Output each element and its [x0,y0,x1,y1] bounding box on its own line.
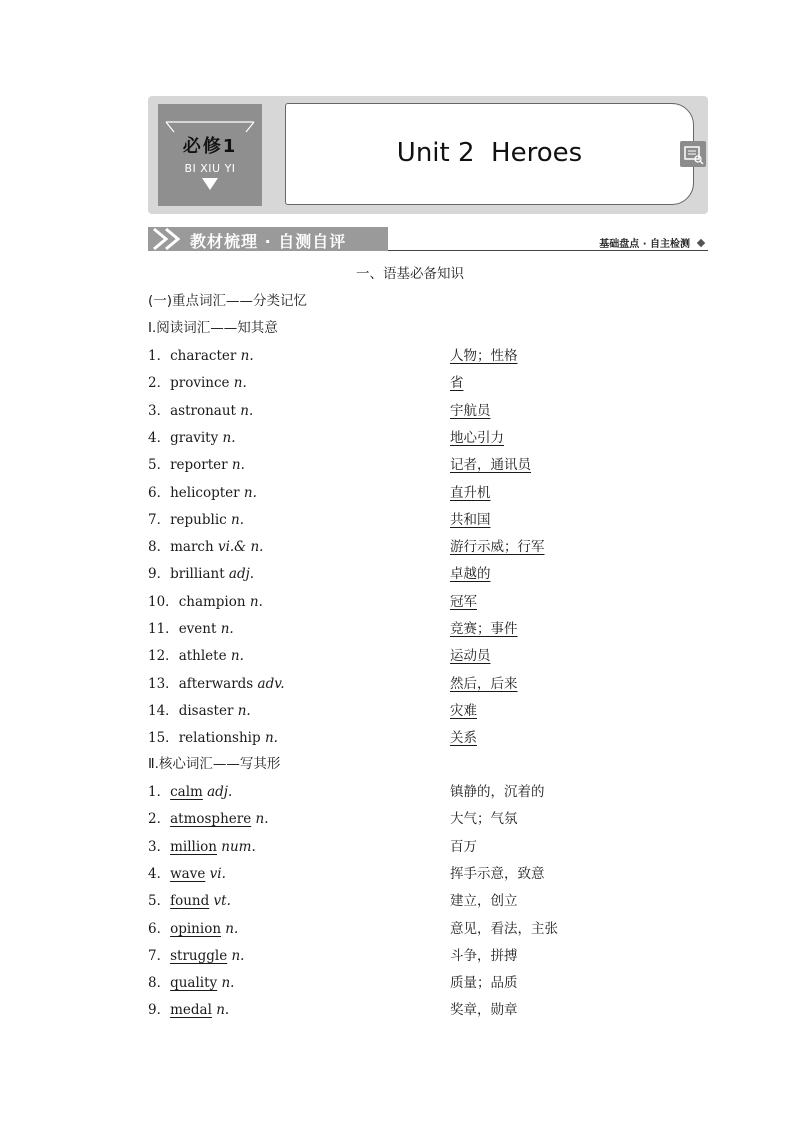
entry-word: gravity [170,429,219,446]
diamond-icon [697,239,705,247]
entry-word: relationship [178,730,261,747]
entry-number: 15． [148,730,179,747]
vocab-entry [148,538,263,556]
entry-meaning: 地心引力 [450,429,504,446]
entry-number: 8． [148,539,171,556]
entry-number: 8． [148,975,171,992]
vocab-entry [148,783,232,801]
vocab-entry [148,593,263,611]
entry-word: province [170,375,230,392]
required-course-badge [158,104,262,206]
entry-pos: n. [227,947,245,964]
entry-number: 9． [148,1002,171,1019]
entry-pos: n. [229,375,247,392]
entry-pos: n. [245,593,263,610]
entry-number: 5． [148,457,171,474]
entry-meaning: 镇静的，沉着的 [450,784,545,800]
entry-number: 13． [148,675,179,692]
entry-number: 14． [148,702,179,719]
entry-word: astronaut [170,402,236,419]
entry-number: 4． [148,865,171,882]
entry-meaning: 关系 [450,730,477,747]
entry-meaning: 意见，看法，主张 [450,920,558,937]
entry-number: 7． [148,947,171,964]
entry-pos: n. [236,348,254,364]
entry-pos: adj. [202,784,233,800]
entry-word: athlete [178,648,227,665]
entry-number: 12． [148,648,179,665]
entry-word: afterwards [178,675,254,692]
vocab-entry [148,402,253,420]
entry-pos: n. [251,811,269,828]
vocab-entry [148,484,257,502]
entry-word: struggle [170,947,228,964]
entry-meaning: 百万 [450,838,477,855]
entry-pos: n. [226,648,244,665]
vocab-entry [148,429,236,447]
entry-number: 7． [148,511,171,528]
entry-meaning: 记者，通讯员 [450,457,531,474]
title-card [285,103,694,205]
entry-number: 2． [148,375,171,392]
group-title: (一)重点词汇——分类记忆 [148,293,308,309]
vocab-entry [148,565,254,583]
entry-number: 9． [148,566,171,583]
vocab-entry [148,810,268,828]
entry-number: 1． [148,348,171,364]
entry-word: republic [170,511,227,528]
entry-word: champion [178,593,246,610]
vocab-entry [148,647,244,665]
entry-word: atmosphere [170,811,252,828]
section-bar [148,223,708,255]
entry-word: quality [170,975,218,992]
section-rule [388,250,708,251]
vocab-entry [148,620,234,638]
vocab-entry [148,974,234,992]
vocab-entry [148,947,244,965]
entry-meaning: 然后，后来 [450,675,518,692]
entry-pos: vi. [205,865,226,882]
entry-meaning: 游行示威；行军 [450,539,545,556]
entry-pos: n. [227,457,245,474]
entry-pos: n. [235,402,254,419]
entry-meaning: 人物；性格 [450,348,518,364]
entry-number: 6． [148,920,171,937]
entry-meaning: 斗争，拼搏 [450,947,518,964]
entry-number: 3． [148,402,171,419]
vocab-entry [148,729,278,747]
vocab-entry [148,511,244,529]
entry-meaning: 质量；品质 [450,975,518,992]
entry-pos: vi.& n. [213,539,264,556]
entry-pos: n. [216,621,234,637]
entry-meaning: 宇航员 [450,402,491,419]
entry-word: disaster [178,702,234,719]
entry-meaning: 共和国 [450,511,491,528]
unit-title: Unit 2 Heroes [396,138,583,168]
entry-meaning: 灾难 [450,702,477,719]
vocab-entry [148,675,285,693]
badge-pinyin: BI XIU YI [184,162,236,175]
vocab-entry [148,920,238,938]
vocab-entry [148,702,251,720]
entry-word: million [170,838,217,855]
entry-pos: n. [221,920,239,937]
vocab-entry [148,456,245,474]
entry-pos: n. [233,702,251,719]
entry-meaning: 竞赛；事件 [450,621,518,637]
book-search-icon [680,141,706,167]
vocab-entry [148,1001,229,1019]
entry-pos: n. [260,730,278,747]
entry-word: brilliant [170,566,225,583]
entry-word: wave [170,865,206,882]
entry-pos: n. [226,511,244,528]
entry-word: event [178,621,217,637]
vocab-entry [148,892,231,910]
entry-number: 10． [148,593,179,610]
entry-pos: n. [211,1002,230,1019]
section-label: 教材梳理 · 自测自评 [190,232,347,251]
entry-pos: n. [239,484,257,501]
entry-meaning: 奖章，勋章 [450,1002,518,1019]
entry-number: 6． [148,484,171,501]
entry-number: 3． [148,838,171,855]
vocab-entry [148,865,226,883]
entry-number: 11． [148,621,179,637]
vocab-entry [148,838,256,856]
vocab-entry [148,347,254,365]
entry-pos: n. [217,975,235,992]
chevron-arrows-icon [150,227,190,251]
entry-word: found [170,893,210,910]
entry-pos: num. [217,838,256,855]
entry-pos: n. [218,429,236,446]
reading-vocab-title: Ⅰ.阅读词汇——知其意 [148,320,278,336]
entry-word: reporter [170,457,228,474]
entry-number: 5． [148,893,171,910]
entry-pos: adv. [253,675,285,692]
vocab-entry [148,374,247,392]
entry-meaning: 直升机 [450,484,491,501]
entry-meaning: 运动员 [450,648,491,665]
entry-number: 1． [148,784,171,800]
entry-word: medal [170,1002,212,1019]
entry-meaning: 建立，创立 [450,893,518,910]
entry-number: 4． [148,429,171,446]
entry-word: character [170,348,237,364]
entry-meaning: 挥手示意，致意 [450,865,545,882]
section-right-tag: 基础盘点 · 自主检测 [599,239,690,250]
badge-text: 必修1 [182,136,238,157]
entry-word: march [170,539,214,556]
entry-meaning: 卓越的 [450,566,491,583]
entry-meaning: 冠军 [450,593,477,610]
entry-word: calm [170,784,203,800]
core-vocab-title: Ⅱ.核心词汇——写其形 [148,756,281,772]
entry-word: helicopter [170,484,240,501]
entry-pos: adj. [224,566,255,583]
part-title: 一、语基必备知识 [356,266,464,282]
entry-word: opinion [170,920,222,937]
entry-meaning: 省 [450,375,464,392]
entry-pos: vt. [209,893,231,910]
entry-number: 2． [148,811,171,828]
entry-meaning: 大气；气氛 [450,811,518,828]
